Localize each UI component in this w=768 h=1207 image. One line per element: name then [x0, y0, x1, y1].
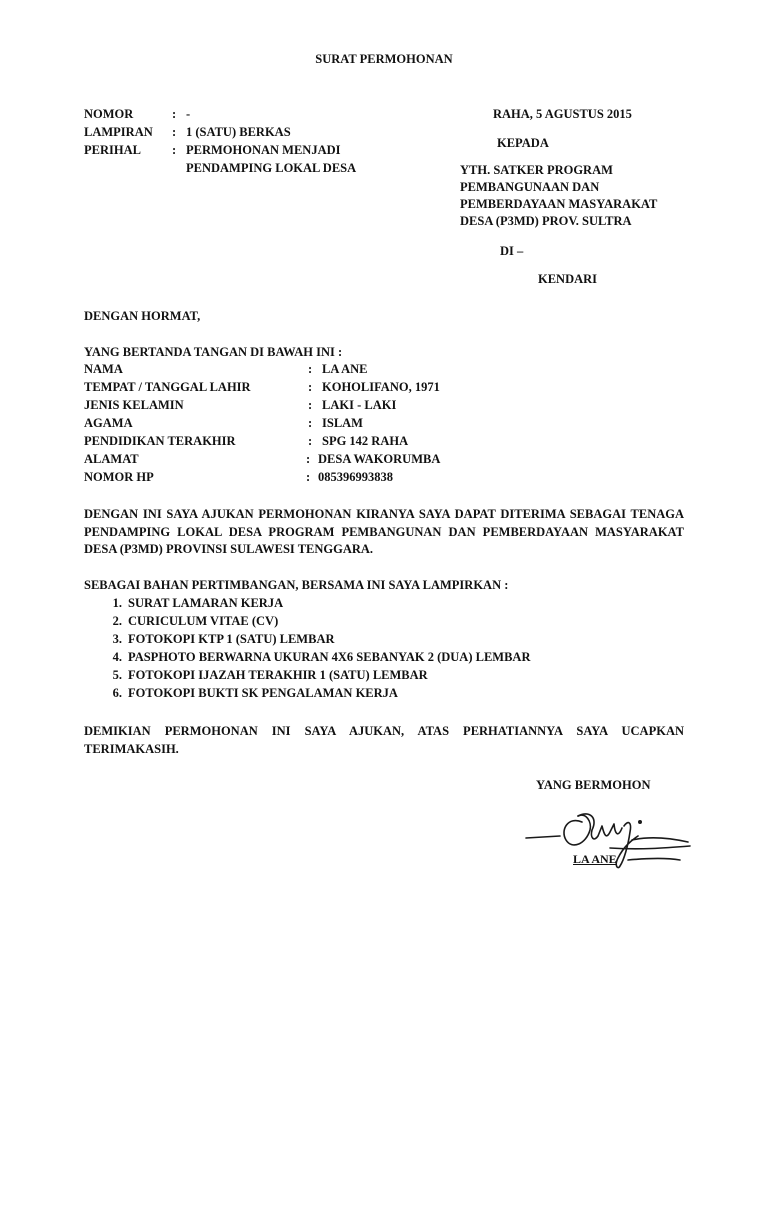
kepada-label: KEPADA [497, 136, 549, 150]
signoff-label: YANG BERMOHON [536, 778, 651, 792]
meta-colon: : [172, 143, 177, 157]
identity-label: JENIS KELAMIN [84, 398, 184, 412]
identity-value: ISLAM [322, 416, 363, 430]
greeting: DENGAN HORMAT, [84, 309, 201, 323]
attachment-item: FOTOKOPI KTP 1 (SATU) LEMBAR [128, 632, 335, 646]
identity-value: DESA WAKORUMBA [318, 452, 441, 466]
attachment-item: FOTOKOPI BUKTI SK PENGALAMAN KERJA [128, 686, 398, 700]
attachment-item: PASPHOTO BERWARNA UKURAN 4X6 SEBANYAK 2 (DUA) LEMBAR [128, 650, 531, 664]
attachment-number: 3. [112, 632, 122, 646]
identity-label: TEMPAT / TANGGAL LAHIR [84, 380, 251, 394]
identity-colon: : [308, 380, 313, 394]
identity-intro: YANG BERTANDA TANGAN DI BAWAH INI : [84, 345, 343, 359]
identity-value: SPG 142 RAHA [322, 434, 409, 448]
identity-label: ALAMAT [84, 452, 139, 466]
meta-value-perihal: PERMOHONAN MENJADI [186, 143, 341, 157]
attachment-item: CURICULUM VITAE (CV) [128, 614, 279, 628]
attachment-number: 6. [112, 686, 122, 700]
signer-name: LA ANE [573, 852, 617, 866]
attachment-number: 4. [112, 650, 122, 664]
identity-colon: : [308, 434, 313, 448]
identity-colon: : [308, 416, 313, 430]
meta-colon: : [172, 107, 177, 121]
identity-colon: : [306, 452, 311, 466]
recipient-city: KENDARI [538, 272, 598, 286]
attachment-number: 2. [112, 614, 122, 628]
attachments-intro: SEBAGAI BAHAN PERTIMBANGAN, BERSAMA INI SAYA LAMPIRKAN : [84, 578, 509, 592]
letter-title: SURAT PERMOHONAN [315, 52, 453, 66]
identity-label: AGAMA [84, 416, 133, 430]
identity-colon: : [308, 398, 313, 412]
identity-label: NAMA [84, 362, 123, 376]
recipient-line: PEMBERDAYAAN MASYARAKAT [460, 197, 658, 211]
closing-paragraph: DEMIKIAN PERMOHONAN INI SAYA AJUKAN, ATAS PERHATIANNYA SAYA UCAPKAN TERIMAKASIH. [84, 724, 684, 756]
attachment-number: 1. [112, 596, 122, 610]
recipient-block [460, 162, 657, 230]
attachment-item: SURAT LAMARAN KERJA [128, 596, 284, 610]
meta-colon: : [172, 125, 177, 139]
identity-value: LAKI - LAKI [322, 398, 397, 412]
recipient-line: YTH. SATKER PROGRAM [460, 163, 613, 177]
identity-value: 085396993838 [318, 470, 393, 484]
meta-label-nomor: NOMOR [84, 107, 134, 121]
request-paragraph: DENGAN INI SAYA AJUKAN PERMOHONAN KIRANYA SAYA DAPAT DITERIMA SEBAGAI TENAGA PENDAMPING LOKAL DESA PROGRAM PEMBANGUNAN DAN PEMBERDAYAAN MASYARAKAT DESA (P3MD) PROVINSI SULAWESI TENGGARA. [84, 507, 684, 556]
meta-label-perihal: PERIHAL [84, 143, 141, 157]
meta-value-lampiran: 1 (SATU) BERKAS [186, 125, 291, 139]
place-date: RAHA, 5 AGUSTUS 2015 [493, 107, 632, 121]
recipient-line: DESA (P3MD) PROV. SULTRA [460, 214, 632, 228]
attachment-item: FOTOKOPI IJAZAH TERAKHIR 1 (SATU) LEMBAR [128, 668, 428, 682]
identity-value: LA ANE [322, 362, 368, 376]
identity-colon: : [306, 470, 311, 484]
meta-value-perihal-cont: PENDAMPING LOKAL DESA [186, 161, 357, 175]
identity-label: PENDIDIKAN TERAKHIR [84, 434, 236, 448]
attachment-number: 5. [112, 668, 122, 682]
identity-colon: : [308, 362, 313, 376]
meta-label-lampiran: LAMPIRAN [84, 125, 153, 139]
signature-image [520, 800, 700, 880]
di-label: DI – [500, 244, 524, 258]
identity-label: NOMOR HP [84, 470, 154, 484]
recipient-line: PEMBANGUNAAN DAN [460, 180, 600, 194]
identity-value: KOHOLIFANO, 1971 [322, 380, 440, 394]
meta-value-nomor: - [186, 107, 191, 121]
